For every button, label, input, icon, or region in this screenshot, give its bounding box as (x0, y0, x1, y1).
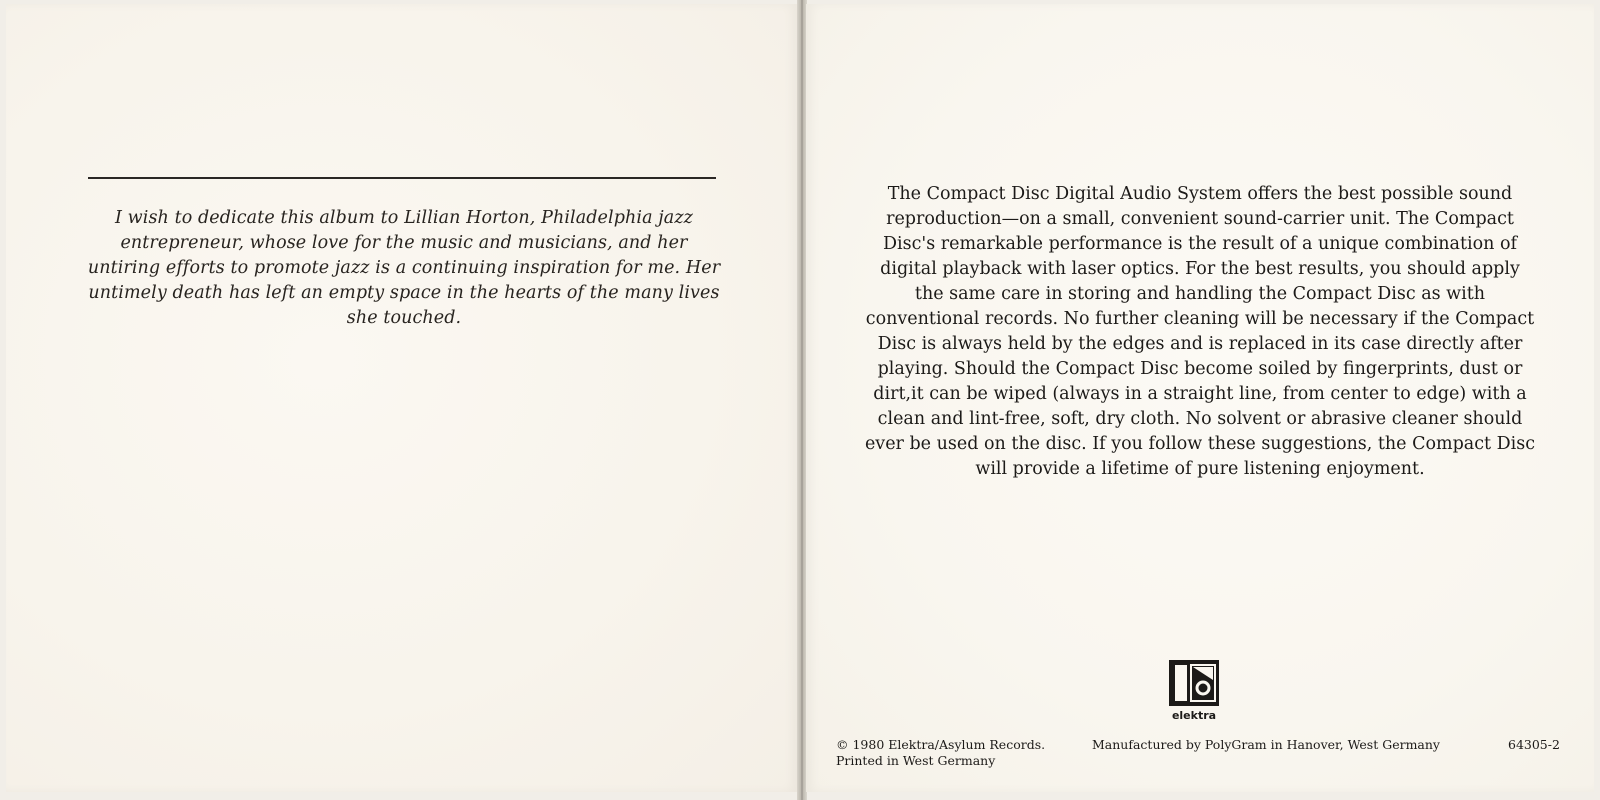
elektra-logo-text: elektra (1171, 709, 1217, 722)
printed-in-text: Printed in West Germany (836, 753, 996, 768)
copyright-text: © 1980 Elektra/Asylum Records. (836, 737, 1046, 752)
compact-disc-care-notice: The Compact Disc Digital Audio System offers the best possible sound reproduction—on a small, convenient sound-carrier unit. The Compact Disc's remarkable performance is the result of a unique combination of digital playback with laser optics. For the best results, you should apply the same care in storing and handling the Compact Disc as with conventional records. No further cleaning will be necessary if the Compact Disc is always held by the edges and is replaced in its case directly after playing. Should the Compact Disc become soiled by fingerprints, dust or dirt,it can be wiped (always in a straight line, from center to edge) with a clean and lint-free, soft, dry cloth. No solvent or abrasive cleaner should ever be used on the disc. If you follow these suggestions, the Compact Disc will provide a lifetime of pure listening enjoyment. (864, 184, 1536, 479)
copyright-block (836, 737, 1045, 769)
manufactured-by-text: Manufactured by PolyGram in Hanover, West Germany (1092, 737, 1440, 752)
elektra-logo (1167, 658, 1223, 722)
dedication-rule (88, 177, 716, 179)
right-page (806, 4, 1594, 792)
catalog-number: 64305-2 (1508, 737, 1560, 752)
left-page (6, 4, 798, 792)
dedication-text: I wish to dedicate this album to Lillian Horton, Philadelphia jazz entrepreneur, whose love for the music and musicians, and her untiring efforts to promote jazz is a continuing inspiration for me. Her untimely death has left an empty space in the hearts of the many lives she touched. (87, 208, 721, 328)
